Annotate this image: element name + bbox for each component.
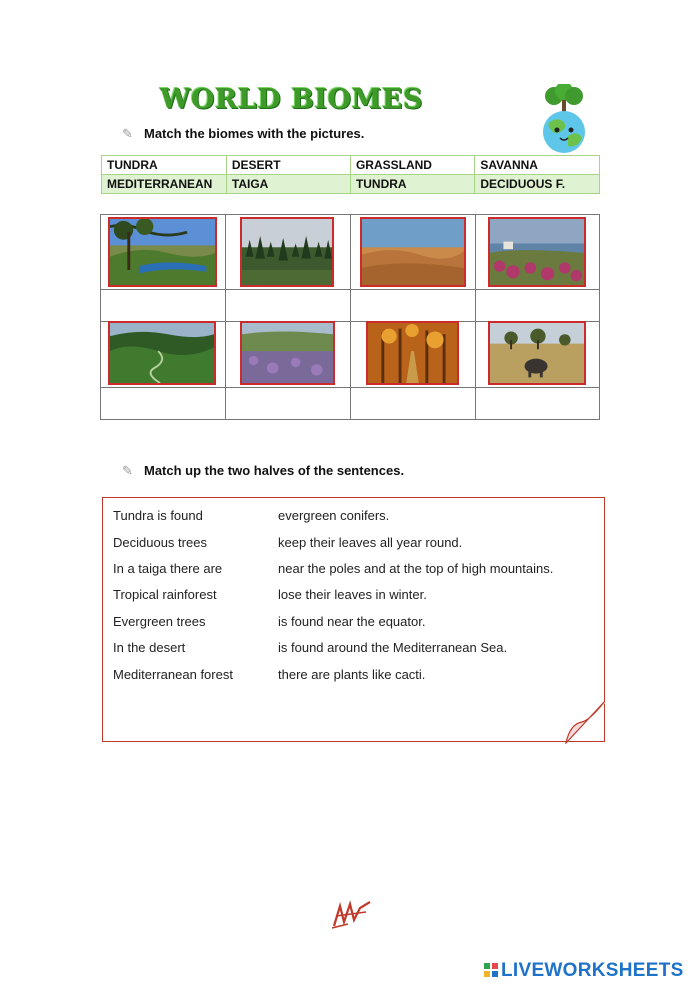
pencil-icon: ✎ — [122, 463, 133, 478]
desert-dunes-photo — [360, 217, 466, 287]
answer-slot-8[interactable] — [475, 387, 599, 419]
sentence-start[interactable]: Deciduous trees — [113, 535, 207, 550]
word-bank-cell: DESERT — [226, 156, 350, 175]
word-bank-cell: TUNDRA — [102, 156, 227, 175]
answer-slot-1[interactable] — [101, 289, 225, 321]
word-bank-cell: MEDITERRANEAN — [102, 175, 227, 194]
word-bank-table — [101, 155, 600, 194]
sentence-start[interactable]: In a taiga there are — [113, 561, 223, 576]
liveworksheets-logo — [484, 960, 684, 982]
word-bank-cell: TAIGA — [226, 175, 350, 194]
liveworksheets-mark-icon — [484, 963, 498, 977]
answer-slot-2[interactable] — [225, 289, 350, 321]
pencil-icon: ✎ — [122, 126, 133, 141]
sentence-start[interactable]: Tropical rainforest — [113, 587, 217, 602]
worksheet-title: WORLD BIOMES — [160, 84, 424, 115]
sentence-end[interactable]: evergreen conifers. — [278, 508, 390, 523]
sentence-start[interactable]: Mediterranean forest — [113, 667, 233, 682]
coastal-heath-photo — [488, 217, 586, 287]
sentence-end[interactable]: is found near the equator. — [278, 614, 426, 629]
sentence-end[interactable]: near the poles and at the top of high mountains. — [278, 561, 554, 576]
page-curl-icon — [560, 700, 606, 744]
savanna-elephants-photo — [488, 321, 586, 385]
autumn-forest-photo — [366, 321, 459, 385]
instruction-match-sentences — [122, 463, 404, 479]
taiga-forest-photo — [240, 217, 334, 287]
instruction-text: Match up the two halves of the sentences. — [144, 463, 405, 478]
mediterranean-coast-photo — [108, 217, 217, 287]
sentence-end[interactable]: lose their leaves in winter. — [278, 587, 427, 602]
answer-slot-3[interactable] — [350, 289, 475, 321]
sentence-start[interactable]: In the desert — [113, 640, 186, 655]
answer-slot-7[interactable] — [350, 387, 475, 419]
word-bank-cell: GRASSLAND — [350, 156, 474, 175]
sentence-start[interactable]: Evergreen trees — [113, 614, 206, 629]
answer-slot-6[interactable] — [225, 387, 350, 419]
answer-slot-4[interactable] — [475, 289, 599, 321]
sentence-end[interactable]: keep their leaves all year round. — [278, 535, 463, 550]
sentence-end[interactable]: there are plants like cacti. — [278, 667, 426, 682]
word-bank-cell: DECIDUOUS F. — [475, 175, 600, 194]
sentence-start[interactable]: Tundra is found — [113, 508, 203, 523]
word-bank-cell: SAVANNA — [475, 156, 600, 175]
liveworksheets-brand: LIVEWORKSHEETS — [501, 960, 684, 981]
earth-globe-icon — [538, 84, 590, 154]
word-bank-cell: TUNDRA — [350, 175, 474, 194]
instruction-match-pictures — [122, 126, 364, 142]
instruction-text: Match the biomes with the pictures. — [144, 126, 365, 141]
rainforest-valley-photo — [108, 321, 216, 385]
tundra-heather-photo — [240, 321, 335, 385]
answer-slot-5[interactable] — [101, 387, 225, 419]
sentence-end[interactable]: is found around the Mediterranean Sea. — [278, 640, 508, 655]
author-signature-icon — [330, 898, 374, 932]
